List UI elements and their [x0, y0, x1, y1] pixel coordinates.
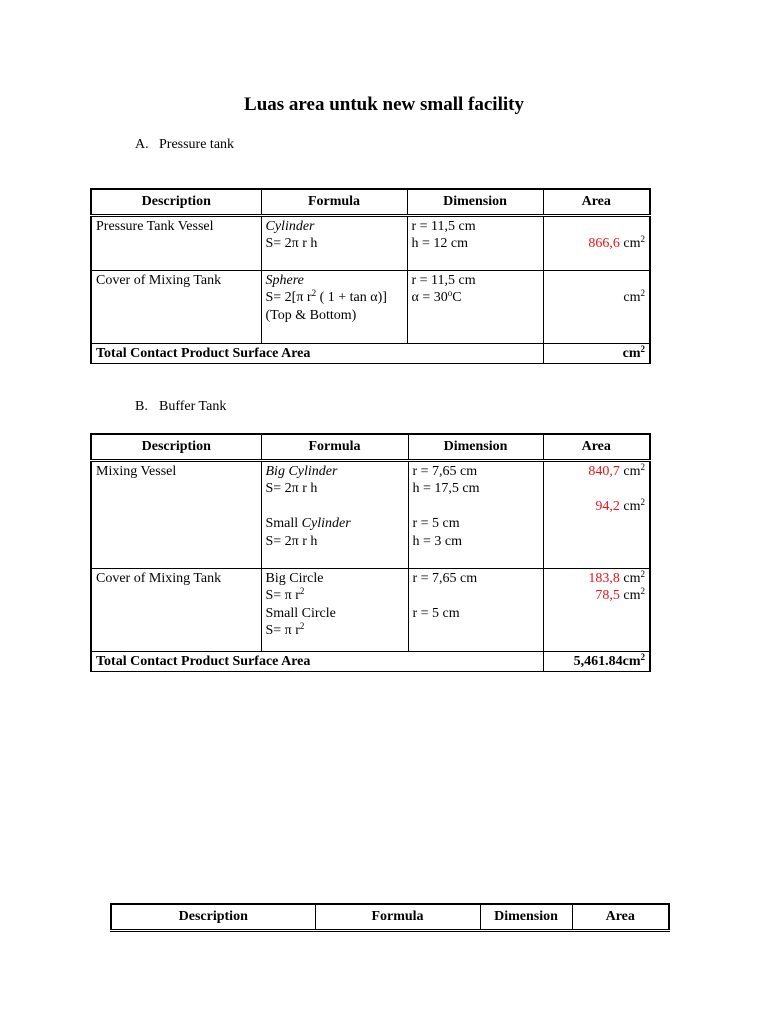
formula-text: S= π $r^2$	[265, 586, 305, 603]
header-formula: Formula	[261, 434, 408, 460]
row-description: Pressure Tank Vessel	[91, 215, 261, 270]
dimension-height: h = 12 cm	[411, 236, 468, 251]
total-label: Total Contact Product Surface Area	[91, 651, 543, 672]
dimension-radius-secondary: r = 5 cm	[412, 516, 460, 531]
row-area	[543, 215, 650, 270]
pressure-tank-table	[90, 188, 651, 364]
section-a-letter: A.	[135, 137, 149, 152]
row-description: Cover of Mixing Tank	[91, 568, 261, 651]
header-area: Area	[543, 434, 650, 460]
header-description: Description	[111, 904, 315, 930]
header-dimension: Dimension	[407, 189, 543, 215]
row-formula	[261, 460, 408, 568]
table-header-row	[91, 189, 650, 215]
table-row	[91, 568, 650, 651]
third-table	[110, 903, 670, 932]
dimension-height-secondary: h = 3 cm	[412, 533, 462, 549]
section-b-label: Buffer Tank	[159, 399, 227, 414]
row-formula	[261, 270, 407, 343]
area-unit: cm	[623, 290, 641, 305]
total-row	[91, 651, 650, 672]
header-description: Description	[91, 189, 261, 215]
buffer-tank-table	[90, 433, 651, 672]
shape-name: Cylinder	[265, 218, 315, 234]
row-dimension	[408, 460, 543, 568]
row-description: Mixing Vessel	[91, 460, 261, 568]
row-formula	[261, 568, 408, 651]
shape-name: Big Cylinder	[265, 463, 338, 479]
row-description: Cover of Mixing Tank	[91, 270, 261, 343]
total-area: $5,461.84cm^2$	[543, 651, 650, 672]
table-row	[91, 215, 650, 270]
formula-text-secondary: S= 2π r h	[265, 533, 318, 549]
row-area: 183,8 $cm^2$ 78,5 $cm^2$	[543, 568, 650, 651]
header-formula: Formula	[315, 904, 480, 930]
row-dimension	[408, 568, 543, 651]
area-value: 183,8	[588, 570, 620, 586]
dimension-radius: r = 11,5 cm	[411, 272, 476, 288]
area-value: 866,6	[588, 236, 620, 251]
dimension-radius: r = 11,5 cm	[411, 218, 476, 234]
total-row	[91, 343, 650, 364]
row-area: 840,7 $cm^2$ 94,2 $cm^2$	[543, 460, 650, 568]
dimension-radius: r = 7,65 cm	[412, 463, 478, 479]
formula-text: S= 2π r h	[265, 236, 318, 251]
header-dimension: Dimension	[480, 904, 572, 930]
shape-name: Big Circle	[265, 570, 324, 586]
area-value-secondary: 78,5	[595, 588, 620, 603]
area-unit: cm	[623, 236, 641, 251]
row-formula	[261, 215, 407, 270]
row-area: $cm^2$	[543, 270, 650, 343]
table-row	[91, 270, 650, 343]
formula-text: S= 2[π $r^2$ ( 1 + tan α)]	[265, 288, 387, 305]
table-header-row	[111, 904, 669, 930]
shape-name-secondary: Small Cylinder	[265, 516, 351, 531]
table-row	[91, 460, 650, 568]
row-dimension	[407, 270, 543, 343]
shape-name: Sphere	[265, 272, 304, 288]
dimension-angle: $\alpha = 30^oC$	[411, 288, 462, 305]
page-title: Luas area untuk new small facility	[244, 94, 524, 115]
section-b-letter: B.	[135, 399, 148, 414]
table-header-row	[91, 434, 650, 460]
row-dimension	[407, 215, 543, 270]
shape-name-secondary: Small Circle	[265, 605, 336, 621]
section-a-label: Pressure tank	[159, 137, 235, 152]
total-area: $cm^2$	[543, 343, 650, 364]
formula-note: (Top & Bottom)	[265, 307, 357, 323]
area-value-secondary: 94,2	[595, 498, 620, 514]
dimension-radius-secondary: r = 5 cm	[412, 605, 460, 621]
formula-text: S= 2π r h	[265, 481, 318, 496]
area-value: 840,7	[588, 463, 620, 479]
header-dimension: Dimension	[408, 434, 543, 460]
header-formula: Formula	[261, 189, 407, 215]
dimension-height: h = 17,5 cm	[412, 481, 480, 496]
header-area: Area	[543, 189, 650, 215]
unit-exponent: 2	[640, 234, 645, 244]
header-area: Area	[572, 904, 669, 930]
formula-text-secondary: S= π $r^2$	[265, 621, 305, 638]
dimension-radius: r = 7,65 cm	[412, 570, 478, 586]
section-b-heading	[135, 398, 226, 415]
header-description: Description	[91, 434, 261, 460]
total-label: Total Contact Product Surface Area	[91, 343, 543, 364]
section-a-heading	[135, 136, 234, 153]
